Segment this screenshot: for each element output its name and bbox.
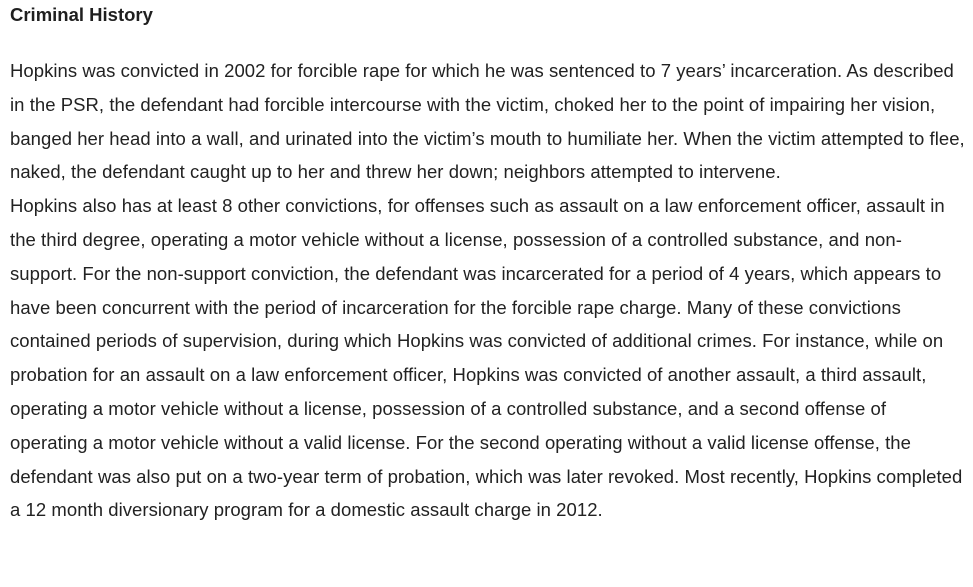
paragraph-other-convictions: Hopkins also has at least 8 other convictions, for offenses such as assault on a law enforcement officer, assault in the third degree, operating a motor vehicle without a license, possession of a controlled substance, and non-support. For the non-support conviction, the defendant was incarcerated for a period of 4 years, which appears to have been concurrent with the period of incarceration for the forcible rape charge. Many of these convictions contained periods of supervision, during which Hopkins was convicted of additional crimes. For instance, while on probation for an assault on a law enforcement officer, Hopkins was convicted of another assault, a third assault, operating a motor vehicle without a license, possession of a controlled substance, and a second offense of operating a motor vehicle without a valid license. For the second operating without a valid license offense, the defendant was also put on a two-year term of probation, which was later revoked. Most recently, Hopkins completed a 12 month diversionary program for a domestic assault charge in 2012. — [10, 195, 963, 521]
paragraph-rape-conviction: Hopkins was convicted in 2002 for forcible rape for which he was sentenced to 7 years’ incarceration. As described in the PSR, the defendant had forcible intercourse with the victim, choked her to the point of impairing her vision, banged her head into a wall, and urinated into the victim’s mouth to humiliate her. When the victim attempted to flee, naked, the defendant caught up to her and threw her down; neighbors attempted to intervene. — [10, 60, 965, 183]
document-body — [10, 0, 968, 527]
section-heading: Criminal History — [10, 4, 153, 25]
